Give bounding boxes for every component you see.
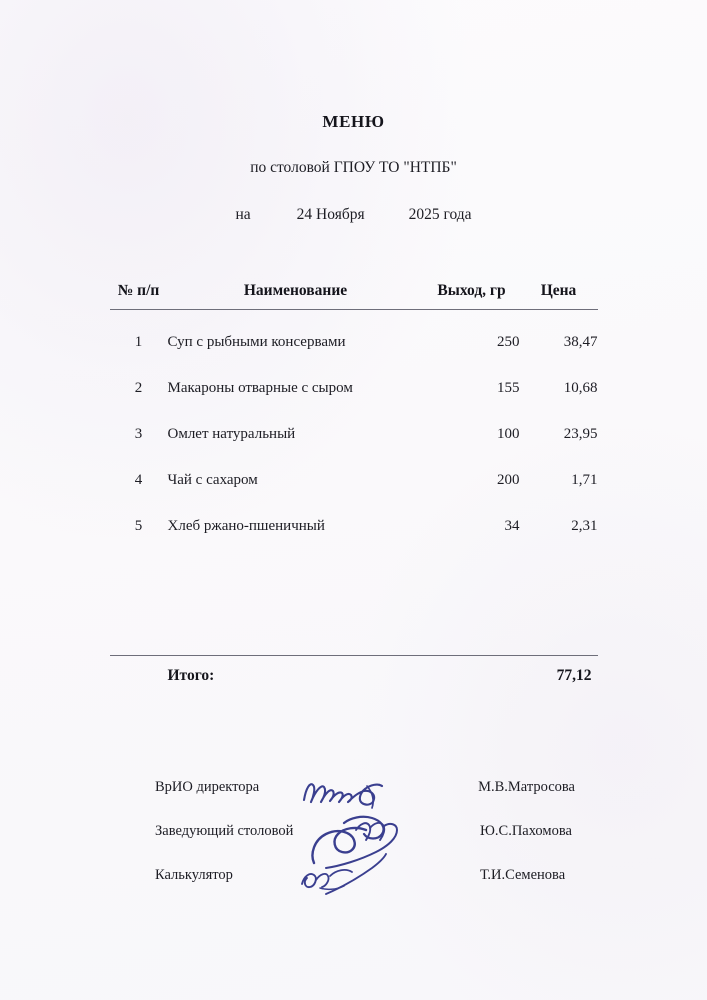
table-row — [110, 458, 598, 504]
header-number: № п/п — [117, 282, 160, 299]
cell-price: 2,31 — [571, 518, 598, 534]
signature-name: Ю.С.Пахомова — [480, 823, 572, 839]
cell-name: Хлеб ржано-пшеничный — [167, 518, 325, 534]
cell-price: 1,71 — [571, 472, 598, 488]
document-subtitle: по столовой ГПОУ ТО "НТПБ" — [250, 159, 457, 176]
cell-number: 5 — [134, 518, 143, 534]
total-section — [110, 655, 598, 685]
header-price: Цена — [540, 282, 577, 299]
signature-row — [155, 823, 575, 845]
cell-output: 34 — [504, 518, 520, 534]
cell-number: 3 — [134, 426, 143, 442]
table-row — [110, 310, 598, 366]
signature-role: ВрИО директора — [155, 779, 260, 795]
cell-output: 155 — [497, 380, 520, 396]
menu-table — [110, 282, 598, 309]
total-value: 77,12 — [556, 667, 592, 684]
table-row — [110, 366, 598, 412]
table-row — [110, 504, 598, 550]
total-row — [110, 656, 598, 685]
menu-table-wrapper — [110, 282, 598, 550]
table-row — [110, 412, 598, 458]
cell-price: 38,47 — [563, 334, 598, 350]
total-label: Итого: — [167, 667, 215, 684]
document-date-line — [0, 206, 707, 224]
cell-number: 2 — [134, 380, 143, 396]
cell-output: 200 — [497, 472, 520, 488]
cell-name: Макароны отварные с сыром — [167, 380, 353, 396]
cell-output: 250 — [497, 334, 520, 350]
cell-number: 1 — [134, 334, 143, 350]
signature-name: М.В.Матросова — [478, 779, 575, 795]
signature-name: Т.И.Семенова — [480, 867, 566, 883]
cell-name: Суп с рыбными консервами — [167, 334, 346, 350]
header-output: Выход, гр — [437, 282, 506, 299]
signature-role: Заведующий столовой — [155, 823, 294, 839]
cell-name: Омлет натуральный — [167, 426, 296, 442]
date-day-month: 24 Ноября — [296, 206, 365, 223]
signature-row — [155, 867, 575, 889]
date-year: 2025 года — [408, 206, 472, 223]
document-header — [0, 0, 707, 224]
menu-table-body — [110, 310, 598, 550]
cell-price: 10,68 — [563, 380, 598, 396]
cell-name: Чай с сахаром — [167, 472, 258, 488]
table-header-row — [110, 282, 598, 309]
cell-output: 100 — [497, 426, 520, 442]
cell-number: 4 — [134, 472, 143, 488]
date-preposition: на — [235, 206, 251, 223]
menu-table-head — [110, 282, 598, 309]
signature-block — [0, 770, 707, 910]
menu-table-body-table — [110, 310, 598, 550]
header-name: Наименование — [243, 282, 348, 299]
signature-row — [155, 779, 575, 801]
signature-role: Калькулятор — [155, 867, 233, 883]
cell-price: 23,95 — [563, 426, 598, 442]
document-title: МЕНЮ — [322, 112, 385, 131]
